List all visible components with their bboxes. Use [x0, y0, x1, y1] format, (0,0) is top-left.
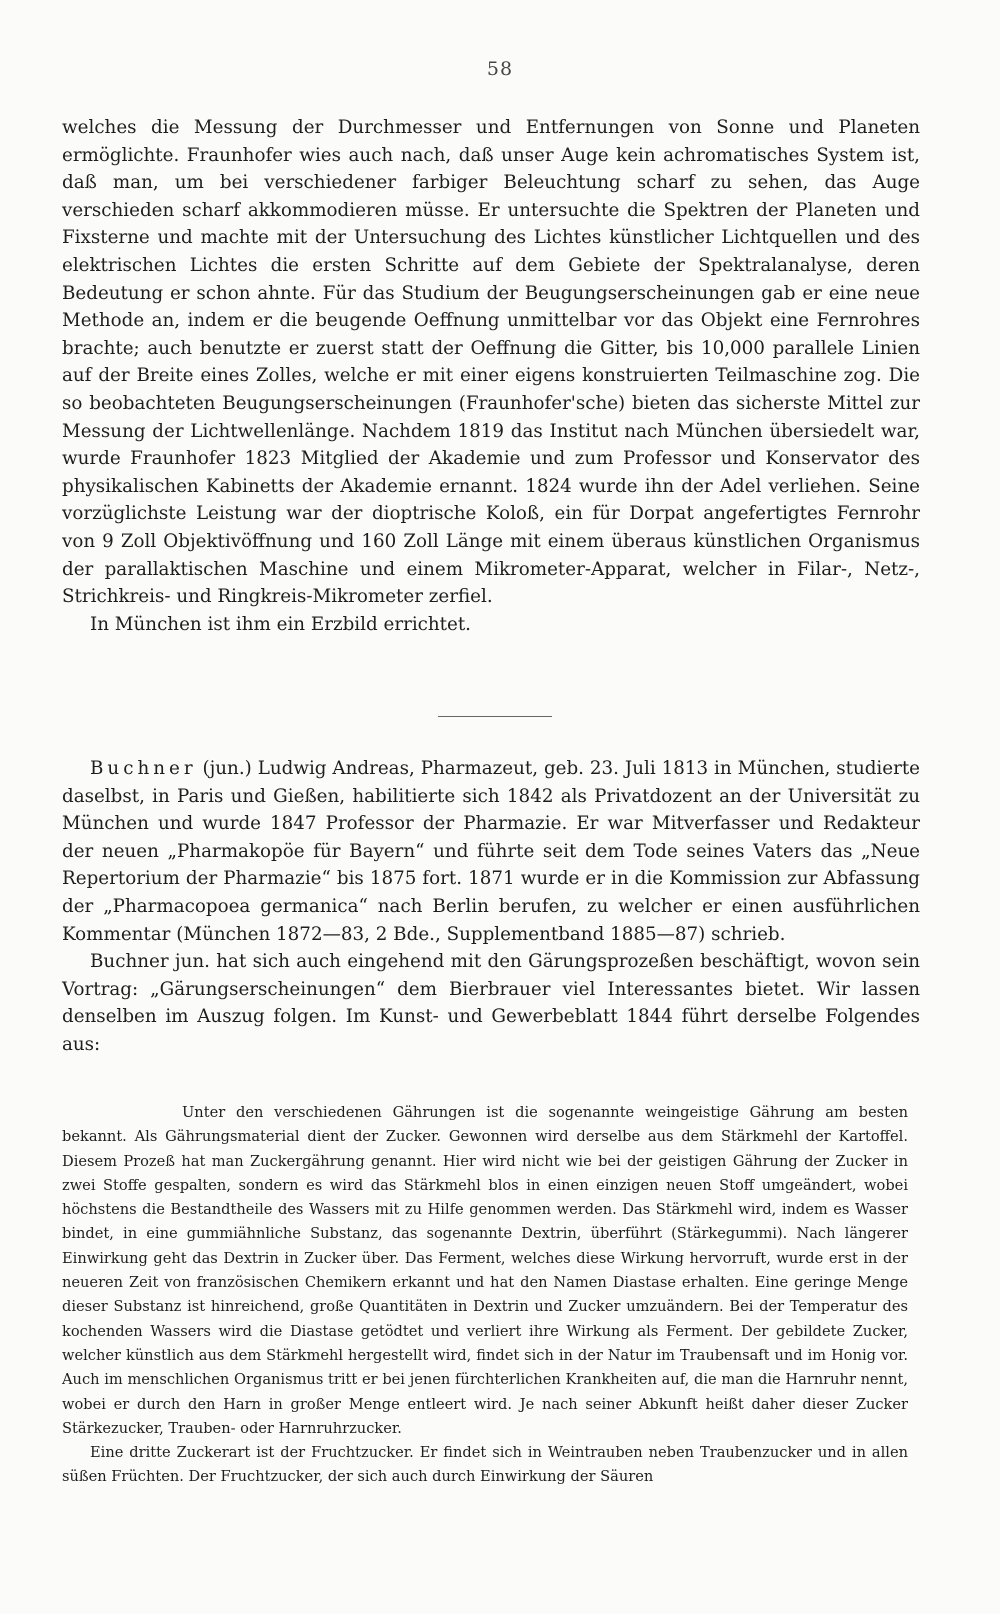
biography-section-2 [62, 755, 920, 1059]
section-divider [438, 716, 552, 717]
biography-2-paragraph-1 [62, 755, 920, 948]
biography-1-paragraph-2: In München ist ihm ein Erzbild errichtet. [90, 613, 471, 635]
page-number: 58 [486, 58, 514, 80]
biography-2-paragraph-2: Buchner jun. hat sich auch eingehend mit den Gärungsprozeßen beschäftigt, wovon sein Vortrag: „Gärungserscheinungen“ dem Bierbrauer viel Interessantes bietet. Wir lassen denselben im Auszug folgen. Im Kunst- und Gewerbeblatt 1844 führt derselbe Folgendes aus: [62, 951, 920, 1055]
entry-text: (jun.) Ludwig Andreas, Pharmazeut, geb. 23. Juli 1813 in München, studierte daselbst, in Paris und Gießen, habilitierte sich 1842 als Privatdozent an der Universität zu München und wurde 1847 Professor der Pharmazie. Er war Mitverfasser und Redakteur der neuen „Pharmakopöe für Bayern“ und führte seit dem Tode seines Vaters das „Neue Repertorium der Pharmazie“ bis 1875 fort. 1871 wurde er in die Kommission zur Abfassung der „Pharmacopoea germanica“ nach Berlin berufen, zu welcher er einen ausführlichen Kommentar (München 1872—83, 2 Bde., Supplementband 1885—87) schrieb. [62, 758, 920, 945]
biography-section-1 [62, 114, 920, 638]
quotation-block [62, 1101, 908, 1490]
biography-1-paragraph-1: welches die Messung der Durchmesser und Entfernungen von Sonne und Planeten ermöglichte. Fraunhofer wies auch nach, daß unser Auge kein achromatisches System ist, daß man, um bei verschiedener farbiger Beleuchtung scharf zu sehen, das Auge verschieden scharf akkommodieren müsse. Er untersuchte die Spektren der Planeten und Fixsterne und machte mit der Untersuchung des Lichtes künstlicher Lichtquellen und des elektrischen Lichtes die ersten Schritte auf dem Gebiete der Spektralanalyse, deren Bedeutung er schon ahnte. Für das Studium der Beugungserscheinungen gab er eine neue Methode an, indem er die beugende Oeffnung unmittelbar vor das Objekt eine Fernrohres brachte; auch benutzte er zuerst statt der Oeffnung die Gitter, bis 10,000 parallele Linien auf der Breite eines Zolles, welche er mit einer eigens konstruierten Teilmaschine zog. Die so beobachteten Beugungserscheinungen (Fraunhofer'sche) bieten das sicherste Mittel zur Messung der Lichtwellenlänge. Nachdem 1819 das Institut nach München übersiedelt war, wurde Fraunhofer 1823 Mitglied der Akademie und zum Professor und Konservator des physikalischen Kabinetts der Akademie ernannt. 1824 wurde ihn der Adel verliehen. Seine vorzüglichste Leistung war der dioptrische Koloß, ein für Dorpat angefertigtes Fernrohr von 9 Zoll Objektivöffnung und 160 Zoll Länge mit einem überaus künstlichen Organismus der parallaktischen Maschine und einem Mikrometer-Apparat, welcher in Filar-, Netz-, Strichkreis- und Ringkreis-Mikrometer zerfiel. [62, 117, 920, 608]
quotation-paragraph-2: Eine dritte Zuckerart ist der Fruchtzucker. Er findet sich in Weintrauben neben Traubenzucker und in allen süßen Früchten. Der Fruchtzucker, der sich auch durch Einwirkung der Säuren [62, 1444, 908, 1486]
entry-name: Buchner [90, 758, 197, 779]
quotation-paragraph-1: Unter den verschiedenen Gährungen ist die sogenannte weingeistige Gährung am besten bekannt. Als Gährungsmaterial dient der Zucker. Gewonnen wird derselbe aus dem Stärkmehl der Kartoffel. Diesem Prozeß hat man Zuckergährung genannt. Hier wird nicht wie bei der geistigen Gährung der Zucker in zwei Stoffe gespalten, sondern es wird das Stärkmehl blos in einen einzigen neuen Stoff umgeändert, wobei höchstens die Bestandtheile des Wassers mit zu Hilfe genommen werden. Das Stärkmehl wird, indem es Wasser bindet, in eine gummiähnliche Substanz, das sogenannte Dextrin, überführt (Stärkegummi). Nach längerer Einwirkung geht das Dextrin in Zucker über. Das Ferment, welches diese Wirkung hervorruft, wurde erst in der neueren Zeit von französischen Chemikern erkannt und hat den Namen Diastase erhalten. Eine geringe Menge dieser Substanz ist hinreichend, große Quantitäten in Dextrin und Zucker umzuändern. Bei der Temperatur des kochenden Wassers wird die Diastase getödtet und verliert ihre Wirkung als Ferment. Der gebildete Zucker, welcher künstlich aus dem Stärkmehl hergestellt wird, findet sich in der Natur im Traubensaft und im Honig vor. Auch im menschlichen Organismus tritt er bei jenen fürchterlichen Krankheiten auf, die man die Harnruhr nennt, wobei er durch den Harn in großer Menge entleert wird. Je nach seiner Abkunft heißt daher dieser Zucker Stärkezucker, Trauben- oder Harnruhrzucker. [62, 1104, 908, 1437]
